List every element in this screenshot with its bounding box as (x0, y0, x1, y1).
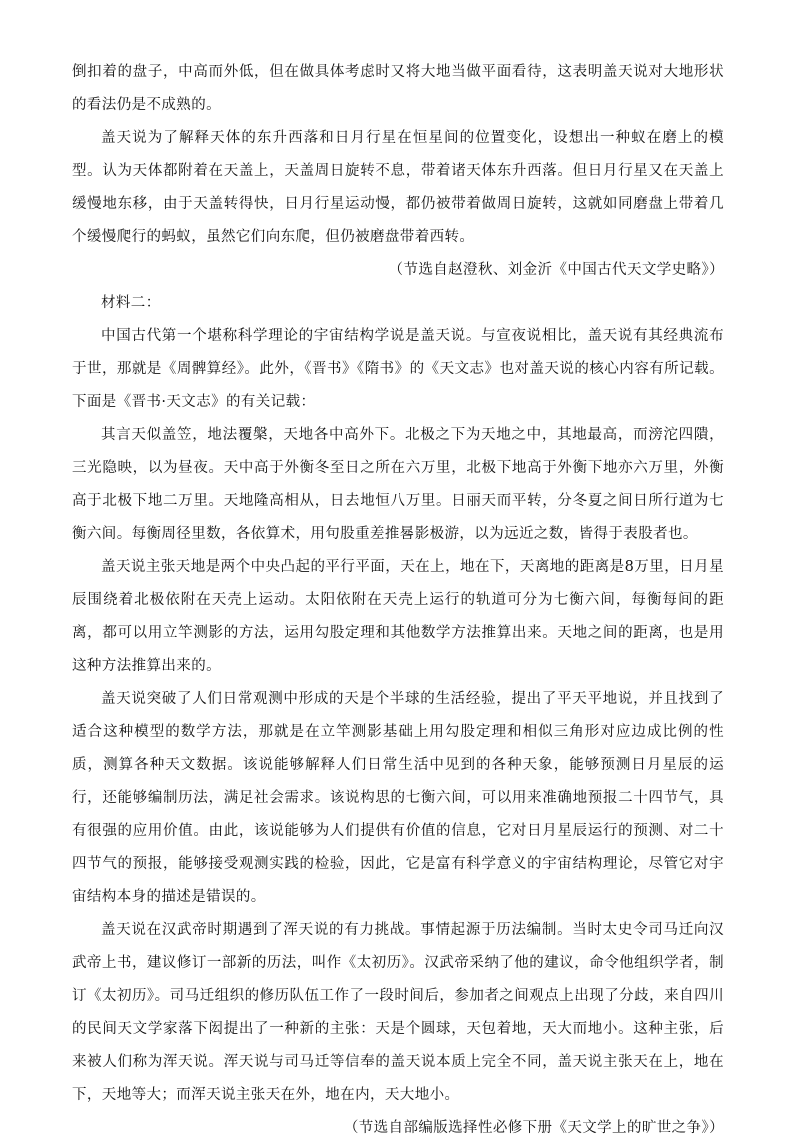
paragraph-ant-millstone-model: 盖天说为了解释天体的东升西落和日月行星在恒星间的位置变化，设想出一种蚁在磨上的模型。认为天体都附着在天盖上，天盖周日旋转不息，带着诸天体东升西落。但日月行星又在天盖上缓慢地东移，由于天盖转得快，日月行星运动慢，都仍被带着做周日旋转，这就如同磨盘上带着几个缓慢爬行的蚂蚁，虽然它们向东爬，但仍被磨盘带着西转。 (72, 130, 724, 245)
document-page (72, 56, 724, 1145)
paragraph-gaitian-significance: 盖天说突破了人们日常观测中形成的天是个半球的生活经验，提出了平天平地说，并且找到了适合这种模型的数学方法，那就是在立竿测影基础上用勾股定理和相似三角形对应边成比例的性质，测算各种天文数据。该说能够解释人们日常生活中见到的各种天象，能够预测日月星辰的运行，还能够编制历法，满足社会需求。该说构思的七衡六间，可以用来准确地预报二十四节气，具有很强的应用价值。由此，该说能够为人们提供有价值的信息，它对日月星辰运行的预测、对二十四节气的预报，能够接受观测实践的检验，因此，它是富有科学意义的宇宙结构理论，尽管它对宇宙结构本身的描述是错误的。 (72, 691, 724, 905)
paragraph-gaitian-theory-intro: 中国古代第一个堪称科学理论的宇宙结构学说是盖天说。与宣夜说相比，盖天说有其经典流布于世，那就是《周髀算经》。此外，《晋书》《隋书》的《天文志》也对盖天说的核心内容有所记载。下面是《晋书·天文志》的有关记载： (72, 328, 724, 410)
material-two-heading: 材料二： (101, 295, 161, 311)
paragraph-gaitian-structure: 盖天说主张天地是两个中央凸起的平行平面，天在上，地在下，天离地的距离是8万里，日月星辰围绕着北极依附在天壳上运动。太阳依附在天壳上运行的轨道可分为七衡六间，每衡每间的距离，都可以用立竿测影的方法，运用勾股定理和其他数学方法推算出来。天地之间的距离，也是用这种方法推算出来的。 (72, 559, 724, 674)
paragraph-huntian-challenge: 盖天说在汉武帝时期遇到了浑天说的有力挑战。事情起源于历法编制。当时太史令司马迁向汉武帝上书，建议修订一部新的历法，叫作《太初历》。汉武帝采纳了他的建议，命令他组织学者，制订《太初历》。司马迁组织的修历队伍工作了一段时间后，参加者之间观点上出现了分歧，来自四川的民间天文学家落下闳提出了一种新的主张：天是个圆球，天包着地，天大而地小。这种主张，后来被人们称为浑天说。浑天说与司马迁等信奉的盖天说本质上完全不同，盖天说主张天在上，地在下，天地等大；而浑天说主张天在外，地在内，天大地小。 (72, 922, 724, 1103)
paragraph-jinshu-quote: 其言天似盖笠，地法覆槃，天地各中高外下。北极之下为天地之中，其地最高，而滂沱四隤，三光隐映，以为昼夜。天中高于外衡冬至日之所在六万里，北极下地高于外衡下地亦六万里，外衡高于北极下地二万里。天地隆高相从，日去地恒八万里。日丽天而平转，分冬夏之间日所行道为七衡六间。每衡周径里数，各依算术，用句股重差推晷影极游，以为远近之数，皆得于表股者也。 (72, 427, 724, 542)
paragraph-continuation: 倒扣着的盘子，中高而外低，但在做具体考虑时又将大地当做平面看待，这表明盖天说对大地形状的看法仍是不成熟的。 (72, 64, 724, 113)
source-citation-2: （节选自部编版选择性必修下册《天文学上的旷世之争》） (343, 1120, 724, 1136)
source-citation-1: （节选自赵澄秋、刘金沂《中国古代天文学史略》） (388, 262, 724, 278)
